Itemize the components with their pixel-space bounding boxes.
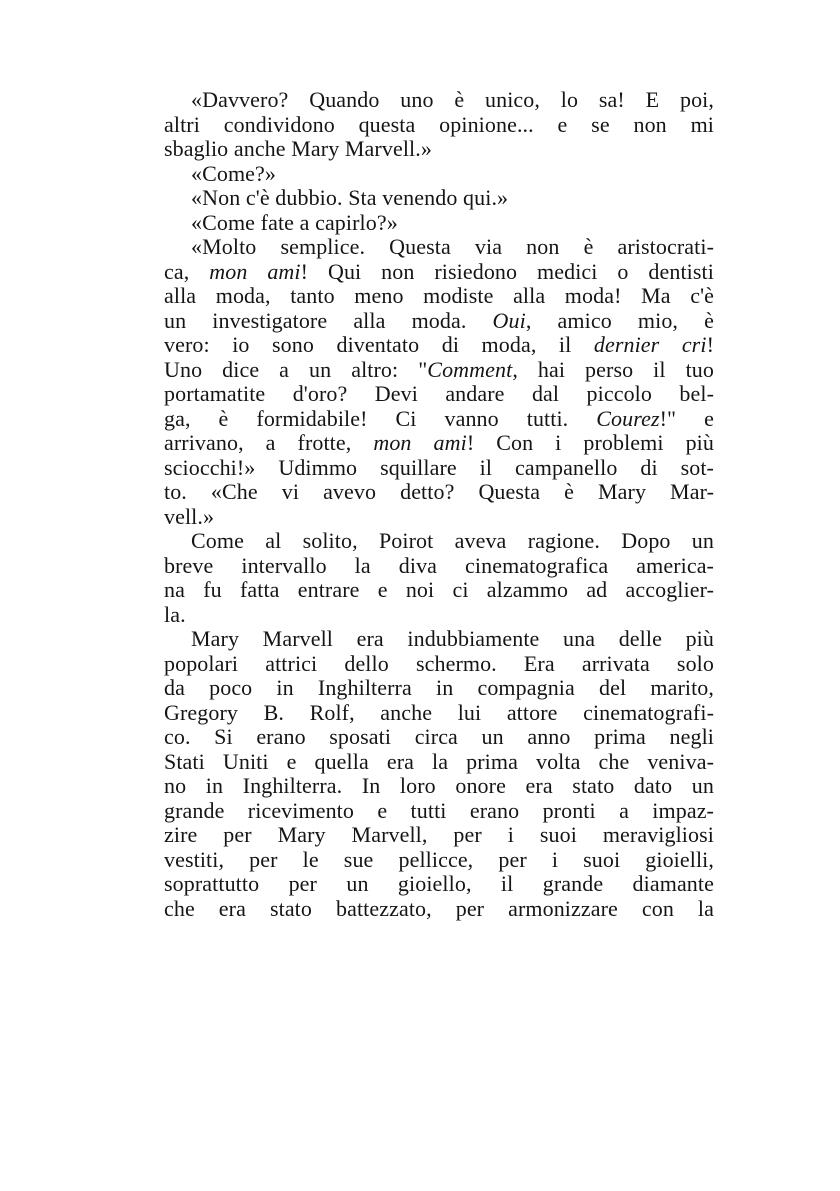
- text-line: ga, è formidabile! Ci vanno tutti. Courez!" e: [164, 405, 714, 431]
- text-line: zire per Mary Marvell, per i suoi meravigliosi: [164, 822, 714, 847]
- text-line: soprattutto per un gioiello, il grande diamante: [164, 871, 714, 896]
- text-line: popolari attrici dello schermo. Era arrivata solo: [164, 650, 714, 676]
- text-line: Uno dice a un altro: "Comment, hai perso il tuo: [164, 356, 715, 382]
- text-line: «Molto semplice. Questa via non è aristocrati-: [191, 234, 714, 259]
- text-line: na fu fatta entrare e noi ci alzammo ad accoglier-: [164, 577, 714, 602]
- text-line: «Davvero? Quando uno è unico, lo sa! E poi,: [191, 87, 714, 112]
- text-line: vell.»: [164, 503, 215, 529]
- text-line: Gregory B. Rolf, anche lui attore cinematografi-: [164, 699, 714, 725]
- body-text: [164, 88, 714, 921]
- text-line: vestiti, per le sue pellicce, per i suoi gioielli,: [164, 846, 714, 872]
- text-line: arrivano, a frotte, mon ami! Con i problemi più: [164, 430, 714, 455]
- text-line: ca, mon ami! Qui non risiedono medici o dentisti: [164, 258, 714, 284]
- text-line: «Come fate a capirlo?»: [191, 209, 398, 235]
- text-line: «Come?»: [191, 160, 277, 186]
- text-line: alla moda, tanto meno modiste alla moda! Ma c'è: [164, 283, 714, 308]
- text-line: che era stato battezzato, per armonizzare con la: [164, 895, 714, 921]
- text-line: Mary Marvell era indubbiamente una delle più: [191, 626, 714, 651]
- text-line: to. «Che vi avevo detto? Questa è Mary Mar-: [164, 479, 714, 504]
- text-line: la.: [164, 601, 186, 627]
- text-line: no in Inghilterra. In loro onore era stato dato un: [164, 773, 714, 798]
- text-line: sciocchi!» Udimmo squillare il campanello di sot-: [164, 454, 714, 480]
- text-line: grande ricevimento e tutti erano pronti a impaz-: [164, 797, 714, 823]
- text-line: vero: io sono diventato di moda, il dernier cri!: [164, 332, 714, 357]
- text-line: da poco in Inghilterra in compagnia del marito,: [164, 675, 714, 700]
- text-line: breve intervallo la diva cinematografica america-: [164, 552, 714, 578]
- text-line: altri condividono questa opinione... e se non mi: [164, 111, 714, 137]
- text-line: sbaglio anche Mary Marvell.»: [164, 136, 432, 161]
- text-line: portamatite d'oro? Devi andare dal piccolo bel-: [164, 381, 714, 406]
- text-line: Stati Uniti e quella era la prima volta che veniva-: [164, 748, 714, 774]
- text-line: un investigatore alla moda. Oui, amico mio, è: [164, 307, 714, 333]
- text-line: Come al solito, Poirot aveva ragione. Dopo un: [191, 528, 714, 553]
- text-line: «Non c'è dubbio. Sta venendo qui.»: [191, 185, 509, 210]
- text-line: co. Si erano sposati circa un anno prima negli: [164, 724, 714, 749]
